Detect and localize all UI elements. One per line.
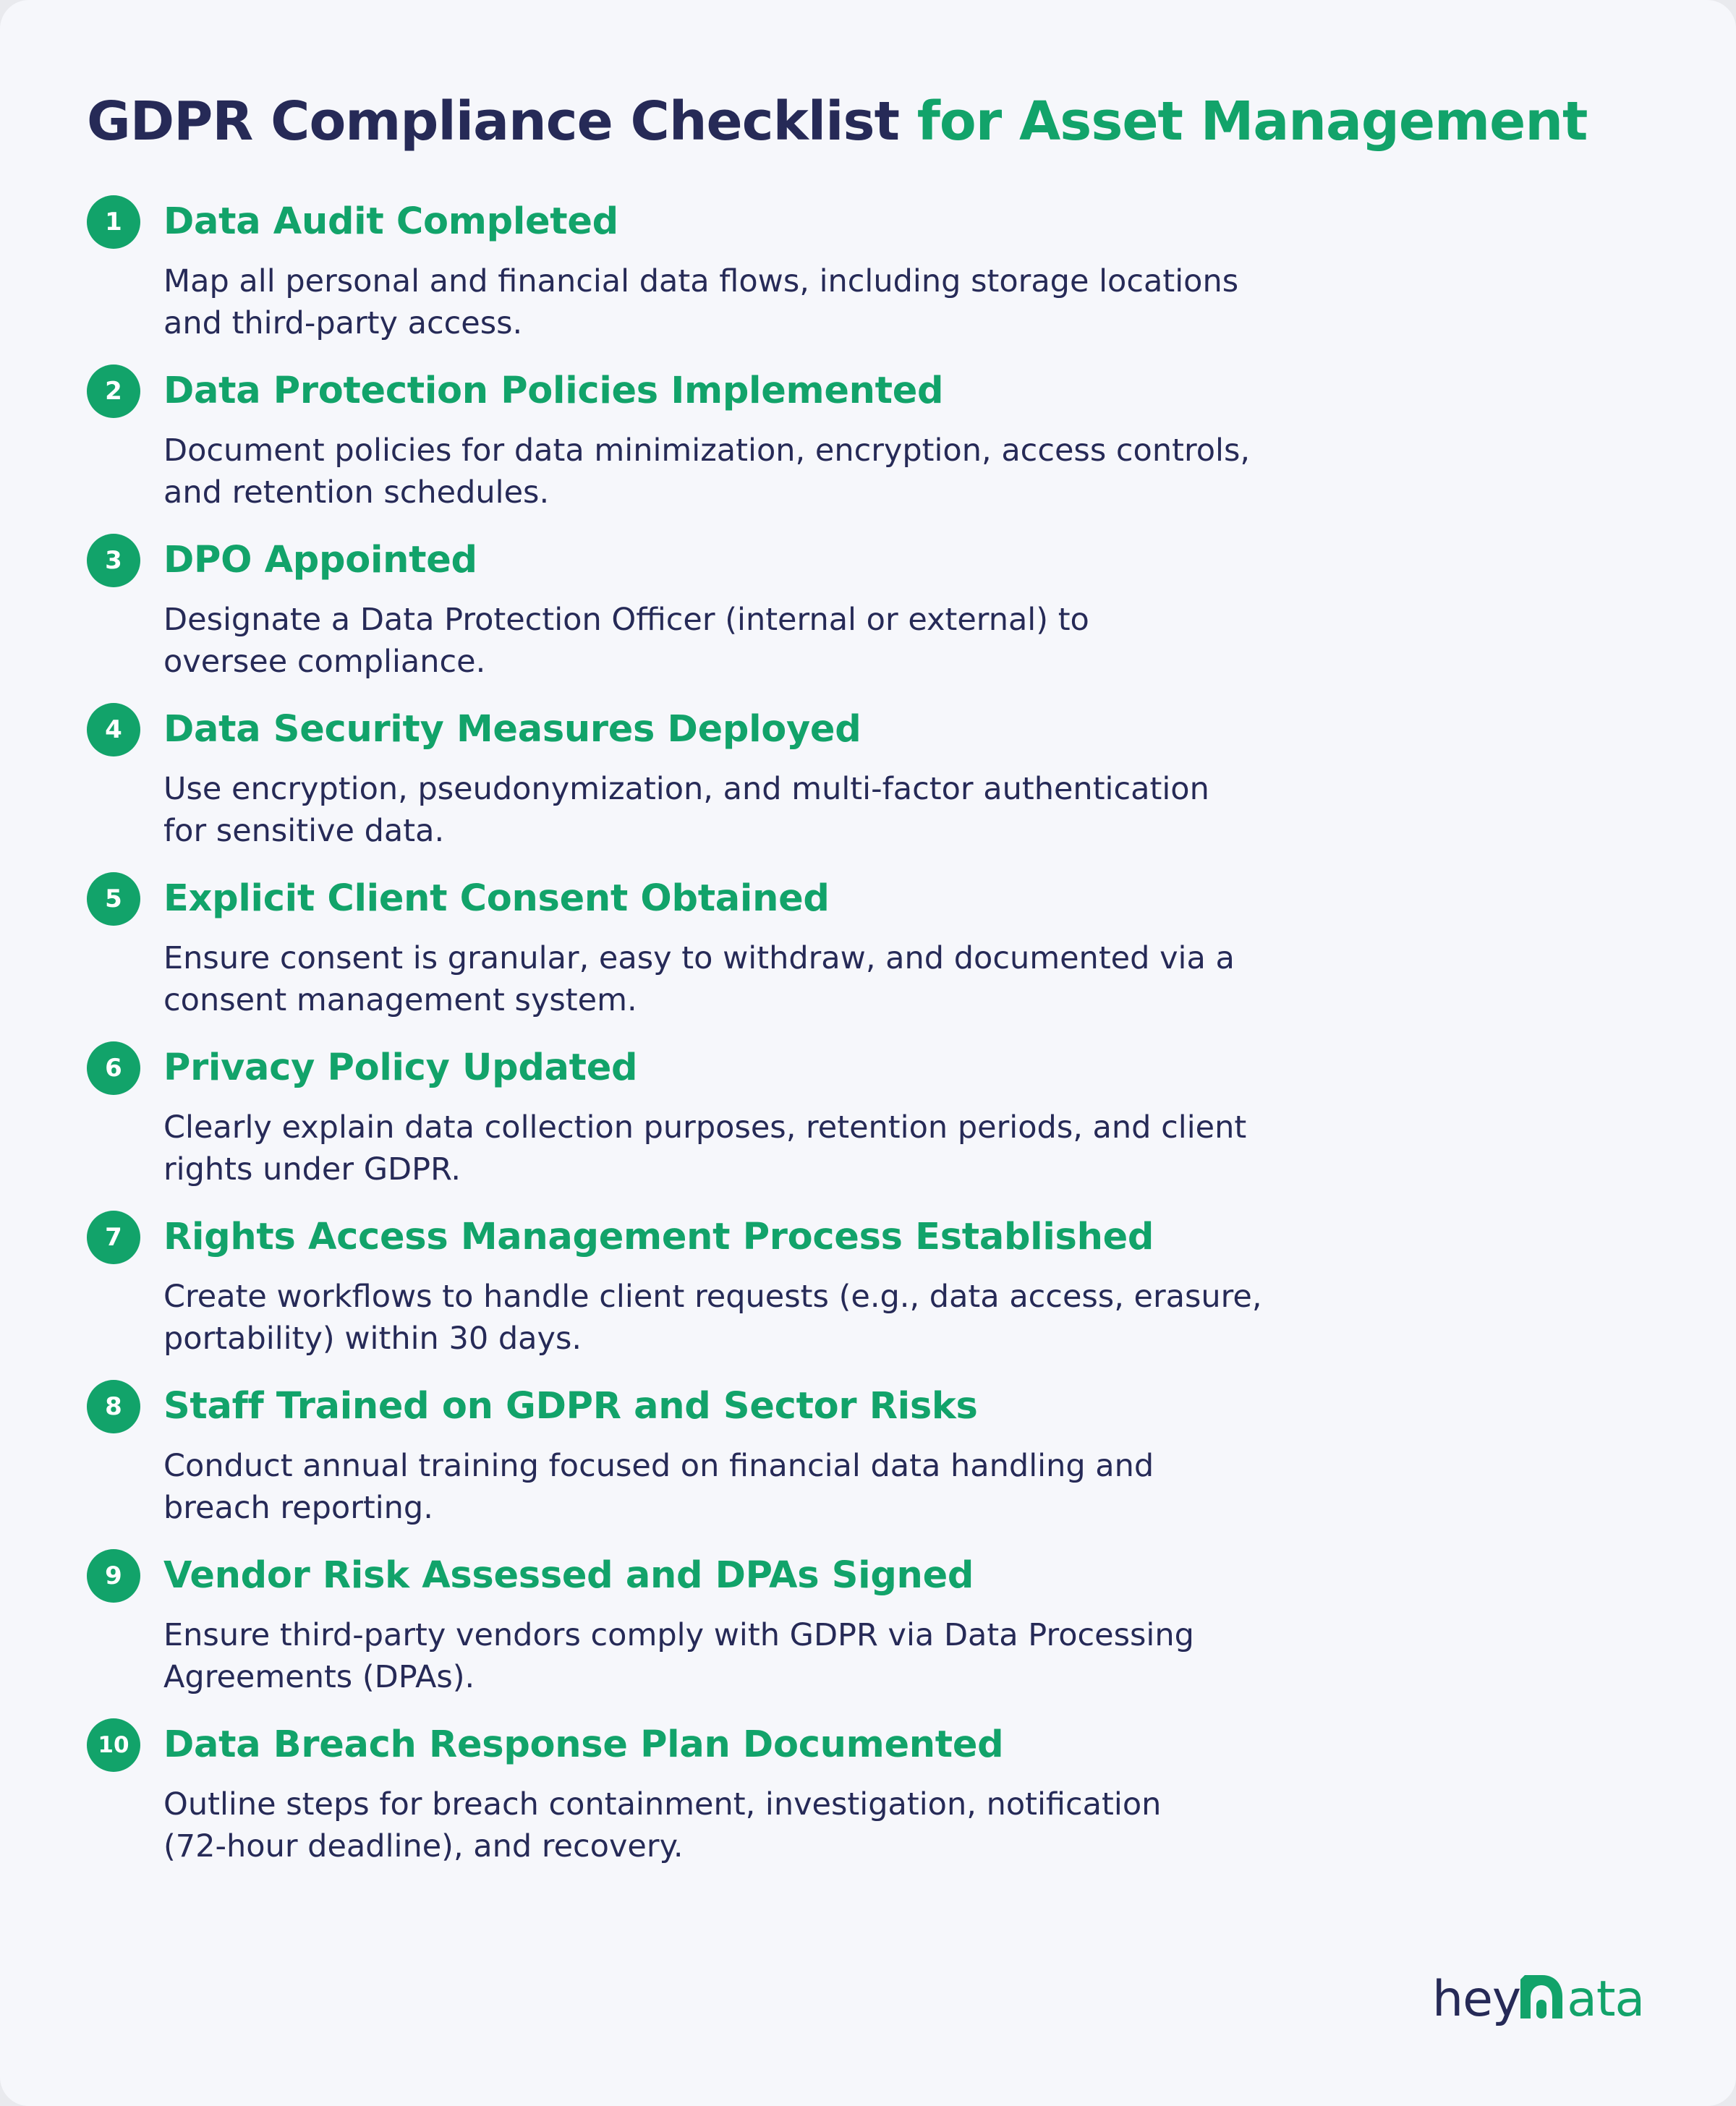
item-description-line: Ensure third-party vendors comply with GDPR via Data Processing — [163, 1617, 1194, 1653]
item-number-badge: 2 — [87, 364, 140, 418]
item-number-badge: 9 — [87, 1549, 140, 1603]
item-description — [163, 1276, 1350, 1360]
item-description-line: Clearly explain data collection purposes, retention periods, and client — [163, 1109, 1247, 1146]
item-description-line: Conduct annual training focused on financial data handling and — [163, 1448, 1154, 1484]
item-description-line: Designate a Data Protection Officer (internal or external) to — [163, 602, 1089, 638]
item-description-line: rights under GDPR. — [163, 1151, 461, 1188]
item-title: Privacy Policy Updated — [163, 1046, 638, 1089]
item-description-line: oversee compliance. — [163, 644, 486, 680]
checklist-item — [0, 1380, 1736, 1549]
checklist-item — [0, 534, 1736, 703]
d-shaped-logo-mark-icon — [1520, 1968, 1567, 2021]
item-description — [163, 599, 1350, 683]
checklist-item — [0, 1211, 1736, 1380]
item-description-line: Use encryption, pseudonymization, and multi-factor authentication — [163, 771, 1209, 807]
item-number-badge: 4 — [87, 703, 140, 756]
logo-text-ata: ata — [1567, 1971, 1645, 2028]
title-dark-part: GDPR Compliance Checklist — [87, 90, 899, 153]
item-number-badge: 8 — [87, 1380, 140, 1433]
item-number-badge: 7 — [87, 1211, 140, 1264]
item-description-line: Create workflows to handle client requests (e.g., data access, erasure, — [163, 1279, 1262, 1315]
checklist-item — [0, 1041, 1736, 1211]
item-number-badge: 1 — [87, 195, 140, 249]
checklist-item — [0, 872, 1736, 1041]
item-title: DPO Appointed — [163, 539, 477, 581]
item-description-line: for sensitive data. — [163, 813, 445, 849]
item-description-line: breach reporting. — [163, 1490, 433, 1526]
item-description — [163, 1614, 1350, 1698]
item-description — [163, 430, 1350, 513]
item-description-line: consent management system. — [163, 982, 637, 1018]
item-description-line: (72-hour deadline), and recovery. — [163, 1828, 684, 1864]
item-description-line: Outline steps for breach containment, investigation, notification — [163, 1786, 1162, 1822]
logo-text-hey: hey — [1432, 1971, 1521, 2028]
item-description — [163, 1783, 1350, 1867]
item-number-badge: 6 — [87, 1041, 140, 1095]
item-title: Rights Access Management Process Established — [163, 1216, 1154, 1258]
item-number-badge: 10 — [87, 1718, 140, 1772]
item-description-line: Document policies for data minimization, encryption, access controls, — [163, 432, 1251, 469]
item-title: Data Security Measures Deployed — [163, 708, 861, 751]
item-title: Data Breach Response Plan Documented — [163, 1723, 1004, 1766]
checklist-item — [0, 703, 1736, 872]
item-description-line: Agreements (DPAs). — [163, 1659, 475, 1695]
title-green-part: for Asset Management — [916, 90, 1588, 153]
item-number-badge: 3 — [87, 534, 140, 587]
item-description — [163, 1107, 1350, 1190]
item-title: Vendor Risk Assessed and DPAs Signed — [163, 1554, 974, 1597]
checklist-item — [0, 195, 1736, 364]
item-description — [163, 937, 1350, 1021]
item-title: Data Audit Completed — [163, 200, 618, 243]
heydata-logo — [1432, 1967, 1644, 2032]
item-description — [163, 768, 1350, 852]
item-title: Explicit Client Consent Obtained — [163, 877, 830, 920]
item-description — [163, 1445, 1350, 1529]
item-description-line: and retention schedules. — [163, 474, 550, 511]
item-description-line: portability) within 30 days. — [163, 1321, 582, 1357]
checklist-item — [0, 1718, 1736, 1888]
item-description-line: Map all personal and financial data flows, including storage locations — [163, 263, 1239, 299]
item-number-badge: 5 — [87, 872, 140, 926]
checklist-item — [0, 364, 1736, 534]
item-title: Data Protection Policies Implemented — [163, 370, 944, 412]
item-description — [163, 260, 1350, 344]
item-description-line: Ensure consent is granular, easy to withdraw, and documented via a — [163, 940, 1235, 976]
item-description-line: and third-party access. — [163, 305, 523, 341]
item-title: Staff Trained on GDPR and Sector Risks — [163, 1385, 978, 1428]
checklist-item — [0, 1549, 1736, 1718]
